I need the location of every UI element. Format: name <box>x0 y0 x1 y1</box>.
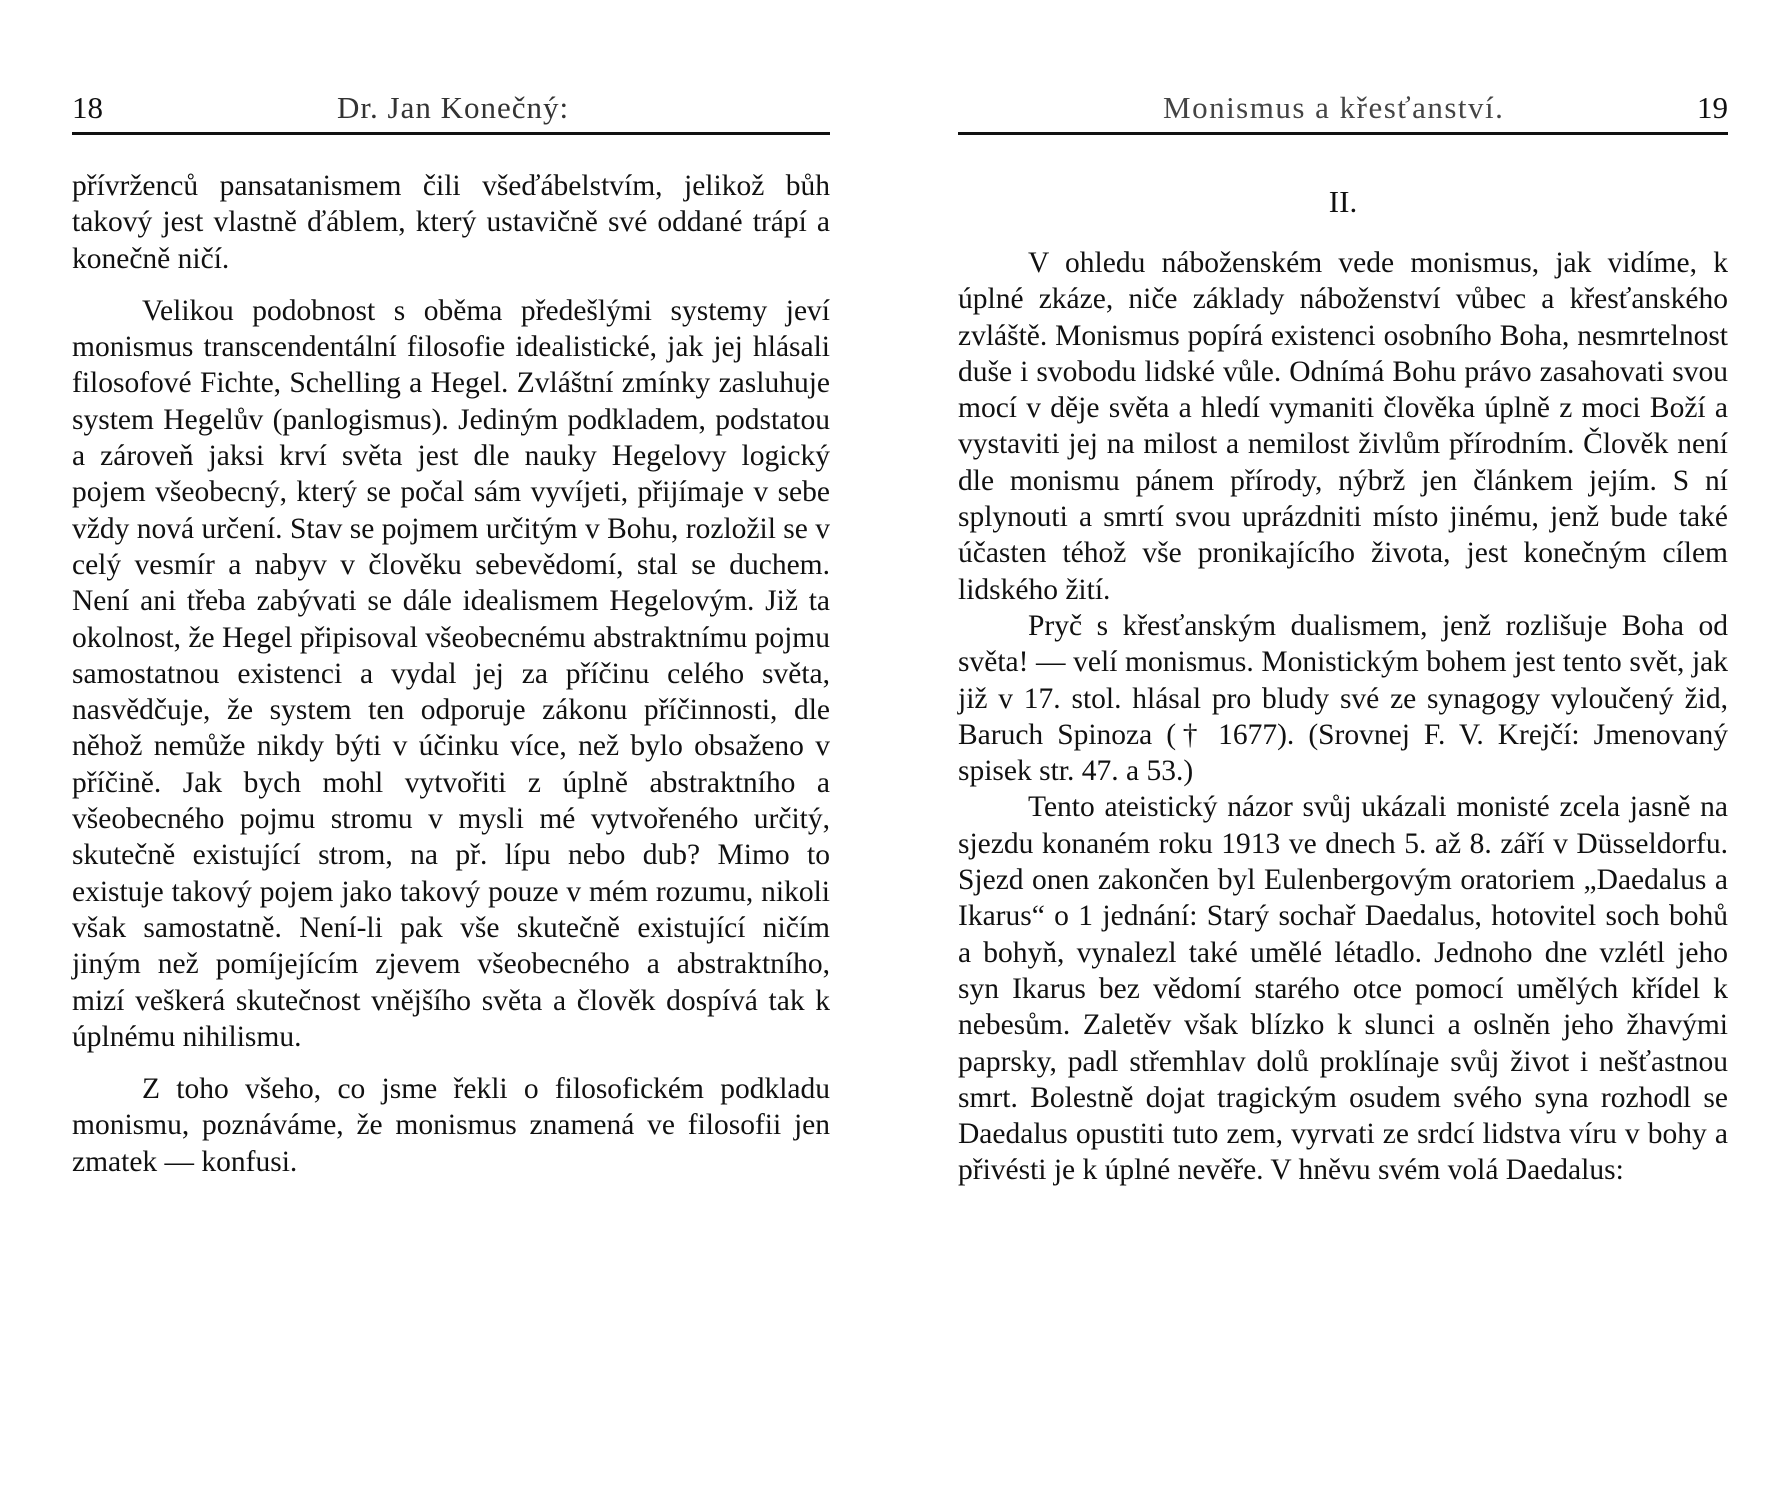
paragraph: V ohledu náboženském vede monismus, jak vidíme, k úplné zkáze, niče základy náboženství vůbec a křesťanského zvláště. Monismus popírá existenci osobního Boha, nesmrtelnost duše i svobodu lidské vůle. Odnímá Bohu právo zasahovati svou mocí v děje světa a hledí vymaniti člověka úplně z moci Boží a vystaviti jej na milost a nemilost živlům přírodním. Člověk není dle monismu pánem přírody, nýbrž jen článkem jejím. S ní splynouti a smrtí svou uprázdniti místo jinému, jenž bude také účasten téhož vše pronikajícího života, jest konečným cílem lidského žití. <box>958 247 1728 606</box>
right-page <box>958 0 1728 1500</box>
paragraph: Tento ateistický názor svůj ukázali monisté zcela jasně na sjezdu konaném roku 1913 ve dnech 5. až 8. září v Düsseldorfu. Sjezd onen zakončen byl Eulenbergovým oratoriem „Daedalus a Ikarus“ o 1 jednání: Starý sochař Daedalus, hotovitel soch bohů a bohyň, vynalezl také umělé létadlo. Jednoho dne vzlétl jeho syn Ikarus bez vědomí starého otce pomocí umělých křídel k nebesům. Zaletěv však blízko k slunci a oslněn jeho žhavými paprsky, padl střemhlav dolů proklínaje svůj život i nešťastnou smrt. Bolestně dojat tragickým osudem svého syna rozhodl se Daedalus opustiti tuto zem, vyrvati ze srdcí lidstva víru v bohy a přivésti je k úplné nevěře. V hněvu svém volá Daedalus: <box>958 791 1728 1187</box>
header-rule-right <box>958 132 1728 135</box>
paragraph: Pryč s křesťanským dualismem, jenž rozlišuje Boha od světa! — velí monismus. Monistickým bohem jest tento svět, jak již v 17. stol. hlásal pro bludy své ze synagogy vyloučený žid, Baruch Spinoza († 1677). (Srovnej F. V. Krejčí: Jmenovaný spisek str. 47. a 53.) <box>958 609 1728 788</box>
header-rule-left <box>72 132 830 135</box>
left-page-body <box>72 168 830 1180</box>
running-head-right <box>958 86 1728 130</box>
paragraph: Z toho všeho, co jsme řekli o filosofickém podkladu monismu, poznáváme, že monismus znamená ve filosofii jen zmatek — konfusi. <box>72 1073 830 1178</box>
running-head-left <box>72 86 830 130</box>
running-title-left: Dr. Jan Konečný: <box>337 90 570 125</box>
right-page-body <box>958 245 1728 1189</box>
running-title-right: Monismus a křesťanství. <box>1163 90 1505 125</box>
page-number-left: 18 <box>72 90 103 125</box>
chapter-heading: II. <box>1328 184 1358 219</box>
paragraph: Velikou podobnost s oběma předešlými systemy jeví monismus transcendentální filosofie idealistické, jak jej hlásali filosofové Fichte, Schelling a Hegel. Zvláštní zmínky zasluhuje system Hegelův (panlogismus). Jediným podkladem, podstatou a zároveň jaksi krví světa jest dle nauky Hegelovy logický pojem všeobecný, který se počal sám vyvíjeti, přijímaje v sebe vždy nová určení. Stav se pojmem určitým v Bohu, rozložil se v celý vesmír a nabyv v člověku sebevědomí, stal se duchem. Není ani třeba zabývati se dále idealismem Hegelovým. Již ta okolnost, že Hegel připisoval všeobecnému abstraktnímu pojmu samostatnou existenci a vydal jej za příčinu celého světa, nasvědčuje, že system ten odporuje zákonu příčinnosti, dle něhož nemůže nikdy býti v účinku více, než bylo obsaženo v příčině. Jak bych mohl vytvořiti z úplně abstraktního a všeobecného pojmu stromu v mysli mé vytvořeného určitý, skutečně existující strom, na př. lípu nebo dub? Mimo to existuje takový pojem jako takový pouze v mém rozumu, nikoli však samostatně. Není-li pak vše skutečně existující ničím jiným než pomíjejícím zjevem všeobecného a abstraktního, mizí veškerá skutečnost vnějšího světa a člověk dospívá tak k úplnému nihilismu. <box>72 294 830 1053</box>
paragraph: přívrženců pansatanismem čili všeďábelstvím, jelikož bůh takový jest vlastně ďáblem, který ustavičně své oddané trápí a konečně ničí. <box>72 170 830 275</box>
page-number-right: 19 <box>1697 90 1728 125</box>
left-page <box>72 0 830 1500</box>
